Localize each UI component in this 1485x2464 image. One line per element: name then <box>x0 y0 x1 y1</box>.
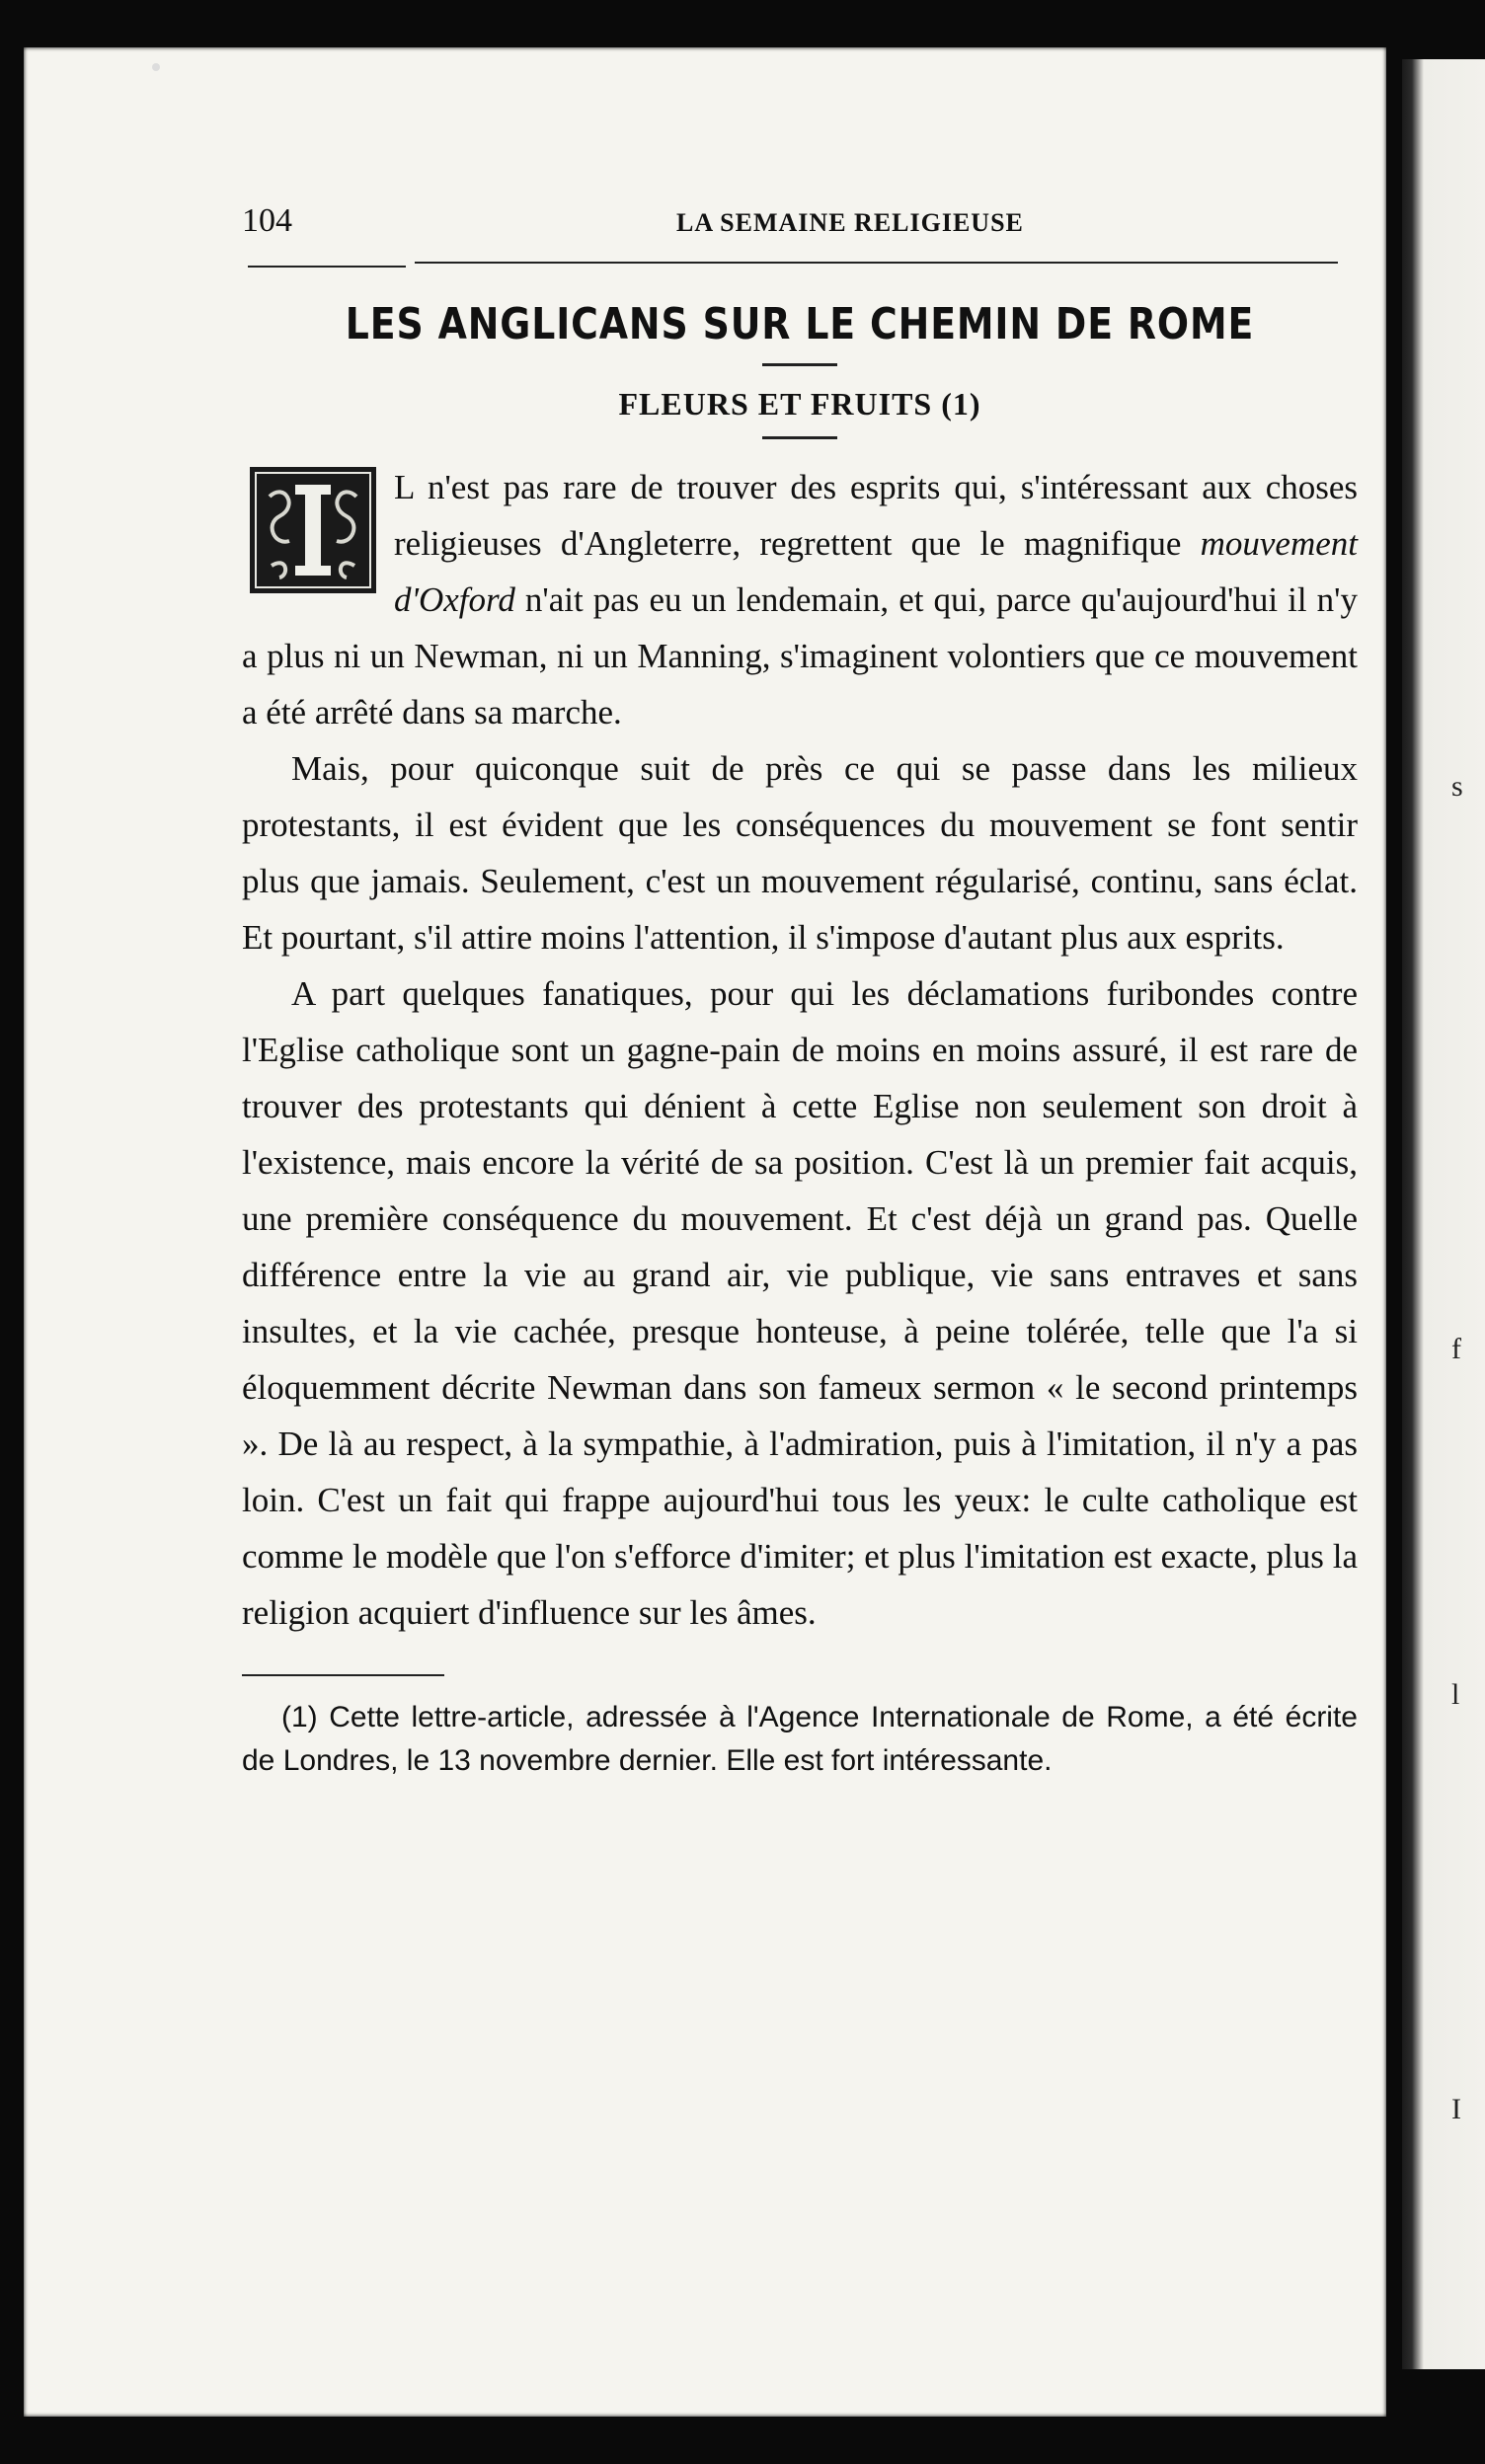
footnote-rule <box>242 1674 444 1676</box>
running-head <box>242 202 1358 252</box>
header-rule-short <box>248 266 406 268</box>
paragraph: A part quelques fanatiques, pour qui les déclamations furibondes contre l'Eglise catholique sont un gagne-pain de moins en moins assuré, il est rare de trouver des protestants qui dénient à cette Eglise non seulement son droit à l'existence, mais encore la vérité de sa position. C'est là un premier fait acquis, une première conséquence du mouvement. Et c'est déjà un grand pas. Quelle différence entre la vie au grand air, vie publique, vie sans entraves et sans insultes, et la vie cachée, presque honteuse, à peine tolérée, telle que l'a si éloquemment décrite Newman dans son fameux sermon « le second printemps ». De là au respect, à la sympathie, à l'admiration, puis à l'imitation, il n'y a pas loin. C'est un fait qui frappe aujourd'hui tous les yeux: le culte catholique est comme le modèle que l'on s'efforce d'imiter; et plus l'imitation est exacte, plus la religion acquiert d'influence sur les âmes. <box>242 974 1358 1632</box>
footnote-text: (1) Cette lettre-article, adressée à l'Agence Internationale de Rome, a été écrite de Londres, le 13 novembre dernier. Elle est fort intéressante. <box>242 1701 1358 1777</box>
article-subtitle: FLEURS ET FRUITS (1) <box>618 386 981 422</box>
next-page-edge <box>1402 59 1485 2369</box>
italic-phrase: mouvement d'Oxford <box>394 524 1358 619</box>
header-rule-long <box>415 262 1338 264</box>
article-title: LES ANGLICANS SUR LE CHEMIN DE ROME <box>345 299 1255 349</box>
paragraph: Mais, pour quiconque suit de près ce qui se passe dans les milieux protestants, il est évident que les conséquences du mouvement se font sentir plus que jamais. Seulement, c'est un mouvement régularisé, continu, sans éclat. Et pourtant, s'il attire moins l'attention, il s'impose d'autant plus aux esprits. <box>242 749 1358 957</box>
running-title: LA SEMAINE RELIGIEUSE <box>676 208 1024 237</box>
edge-letter: I <box>1451 2093 1461 2125</box>
page-content <box>242 202 1358 1783</box>
ornamental-dropcap-icon <box>250 467 376 593</box>
footnote <box>242 1696 1358 1783</box>
paragraph <box>242 459 1358 740</box>
dust-speck <box>152 63 160 71</box>
paragraph-text: L n'est pas rare de trouver des esprits qui, s'intéressant aux choses religieuses d'Angleterre, regrettent que le magnifique <box>394 468 1358 563</box>
edge-letter: l <box>1451 1678 1460 1711</box>
edge-letter: s <box>1451 770 1463 803</box>
article-body <box>242 459 1358 1641</box>
header-rules <box>242 258 1358 287</box>
subtitle-rule <box>762 436 837 439</box>
page-number: 104 <box>242 202 292 239</box>
title-rule <box>762 363 837 366</box>
paragraph-text: n'ait pas eu un lendemain, et qui, parce qu'aujourd'hui il n'y a plus ni un Newman, ni un Manning, s'imaginent volontiers que ce mouvement a été arrêté dans sa marche. <box>242 580 1358 732</box>
edge-letter: f <box>1451 1333 1461 1365</box>
